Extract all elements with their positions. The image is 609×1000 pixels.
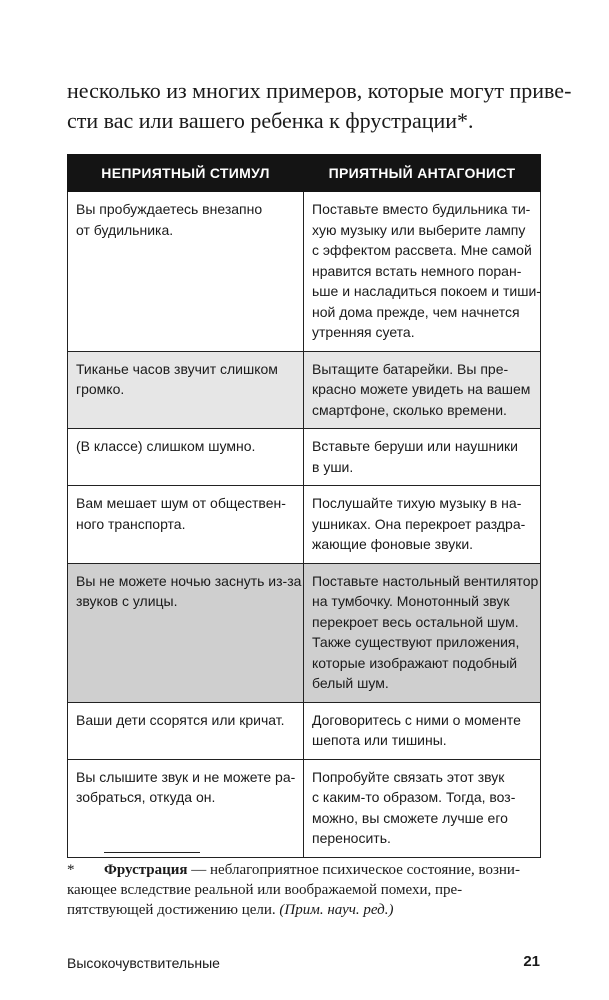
antagonist-cell (304, 563, 541, 702)
antagonist-cell (304, 351, 541, 429)
cell-line: Также существуют приложения, (312, 634, 520, 650)
table-row (68, 486, 541, 564)
cell-line: Поставьте вместо будильника ти- (312, 201, 531, 217)
table-row (68, 351, 541, 429)
table-row (68, 192, 541, 352)
intro-line: сти вас или вашего ребенка к фрустрации*. (67, 108, 474, 133)
cell-line: утренняя суета. (312, 324, 415, 340)
stimulus-cell (68, 192, 304, 352)
cell-line: переносить. (312, 830, 391, 846)
cell-line: ного транспорта. (76, 515, 186, 532)
cell-line: звуков с улицы. (76, 593, 178, 609)
cell-line: белый шум. (312, 675, 389, 691)
cell-line: от будильника. (76, 221, 174, 238)
cell-line: ной дома прежде, чем начнется (312, 303, 520, 320)
table-header-row (68, 155, 541, 192)
table-row (68, 759, 541, 857)
footnote-definition: — неблагоприятное психическое состояние, возни- (187, 862, 520, 878)
cell-line: перекроет весь остальной шум. (312, 613, 519, 630)
cell-line: нравится встать немного поран- (312, 262, 522, 279)
cell-line: в уши. (312, 458, 354, 475)
cell-line: шепота или тишины. (312, 732, 447, 748)
table-row (68, 429, 541, 486)
stimulus-table (67, 154, 541, 858)
footnote-line (104, 860, 540, 880)
header-pleasant-antagonist: ПРИЯТНЫЙ АНТАГОНИСТ (304, 155, 541, 192)
table-body (68, 192, 541, 858)
cell-line: Вытащите батарейки. Вы пре- (312, 360, 509, 377)
cell-line: Вы не можете ночью заснуть из-за (76, 572, 302, 589)
stimulus-cell (68, 563, 304, 702)
cell-line: Вы пробуждаетесь внезапно (76, 201, 263, 217)
cell-line: с эффектом рассвета. Мне самой (312, 242, 532, 258)
cell-line: красно можете увидеть на вашем (312, 381, 531, 397)
cell-line: Ваши дети ссорятся или кричат. (76, 711, 285, 728)
cell-line: Поставьте настольный вентилятор (312, 572, 539, 589)
cell-line: Вам мешает шум от общеcтвен- (76, 495, 286, 511)
cell-line: ушниках. Она перекроет раздра- (312, 515, 526, 532)
table-row (68, 702, 541, 759)
cell-line: можно, вы сможете лучше его (312, 809, 508, 826)
footnote-marker: * (67, 862, 75, 878)
cell-line: с каким-то образом. Тогда, воз- (312, 789, 516, 805)
footnote-line: кающее вследствие реальной или воображаемой помехи, пре- (67, 882, 463, 898)
cell-line: громко. (76, 381, 125, 397)
cell-line: Договоритесь с ними о моменте (312, 711, 521, 728)
cell-line: ьше и насладиться покоем и тиши- (312, 283, 541, 299)
cell-line: зобраться, откуда он. (76, 789, 216, 805)
antagonist-cell (304, 702, 541, 759)
cell-line: смартфоне, сколько времени. (312, 401, 507, 418)
footnote-term: Фрустрация (104, 862, 188, 878)
running-title: Высокочувствительные (67, 955, 220, 971)
intro-line: несколько из многих примеров, которые могут приве- (67, 78, 572, 103)
cell-line: Тиканье часов звучит слишком (76, 360, 278, 377)
page-number: 21 (523, 953, 540, 970)
stimulus-cell (68, 759, 304, 857)
antagonist-cell (304, 429, 541, 486)
cell-line: (В классе) слишком шумно. (76, 438, 256, 454)
cell-line: Послушайте тихую музыку в на- (312, 495, 522, 511)
cell-line: Вставьте беруши или наушники (312, 438, 518, 454)
table-row (68, 563, 541, 702)
antagonist-cell (304, 759, 541, 857)
stimulus-cell (68, 351, 304, 429)
footnote-editor-note: (Прим. науч. ред.) (279, 902, 394, 918)
footnote-line (67, 900, 540, 920)
footnote-text: пятствующей достижению цели. (67, 902, 280, 918)
antagonist-cell (304, 192, 541, 352)
footnote-divider (104, 852, 200, 853)
footnote (67, 860, 540, 920)
cell-line: Вы слышите звук и не можете ра- (76, 768, 296, 785)
cell-line: Попробуйте связать этот звук (312, 768, 505, 785)
header-unpleasant-stimulus: НЕПРИЯТНЫЙ СТИМУЛ (68, 155, 304, 192)
cell-line: хую музыку или выберите лампу (312, 221, 526, 238)
stimulus-cell (68, 702, 304, 759)
cell-line: на тумбочку. Монотонный звук (312, 593, 510, 609)
stimulus-cell (68, 486, 304, 564)
intro-paragraph (67, 76, 572, 136)
cell-line: которые изображают подобный (312, 654, 518, 671)
cell-line: жающие фоновые звуки. (312, 536, 474, 552)
stimulus-cell (68, 429, 304, 486)
antagonist-cell (304, 486, 541, 564)
